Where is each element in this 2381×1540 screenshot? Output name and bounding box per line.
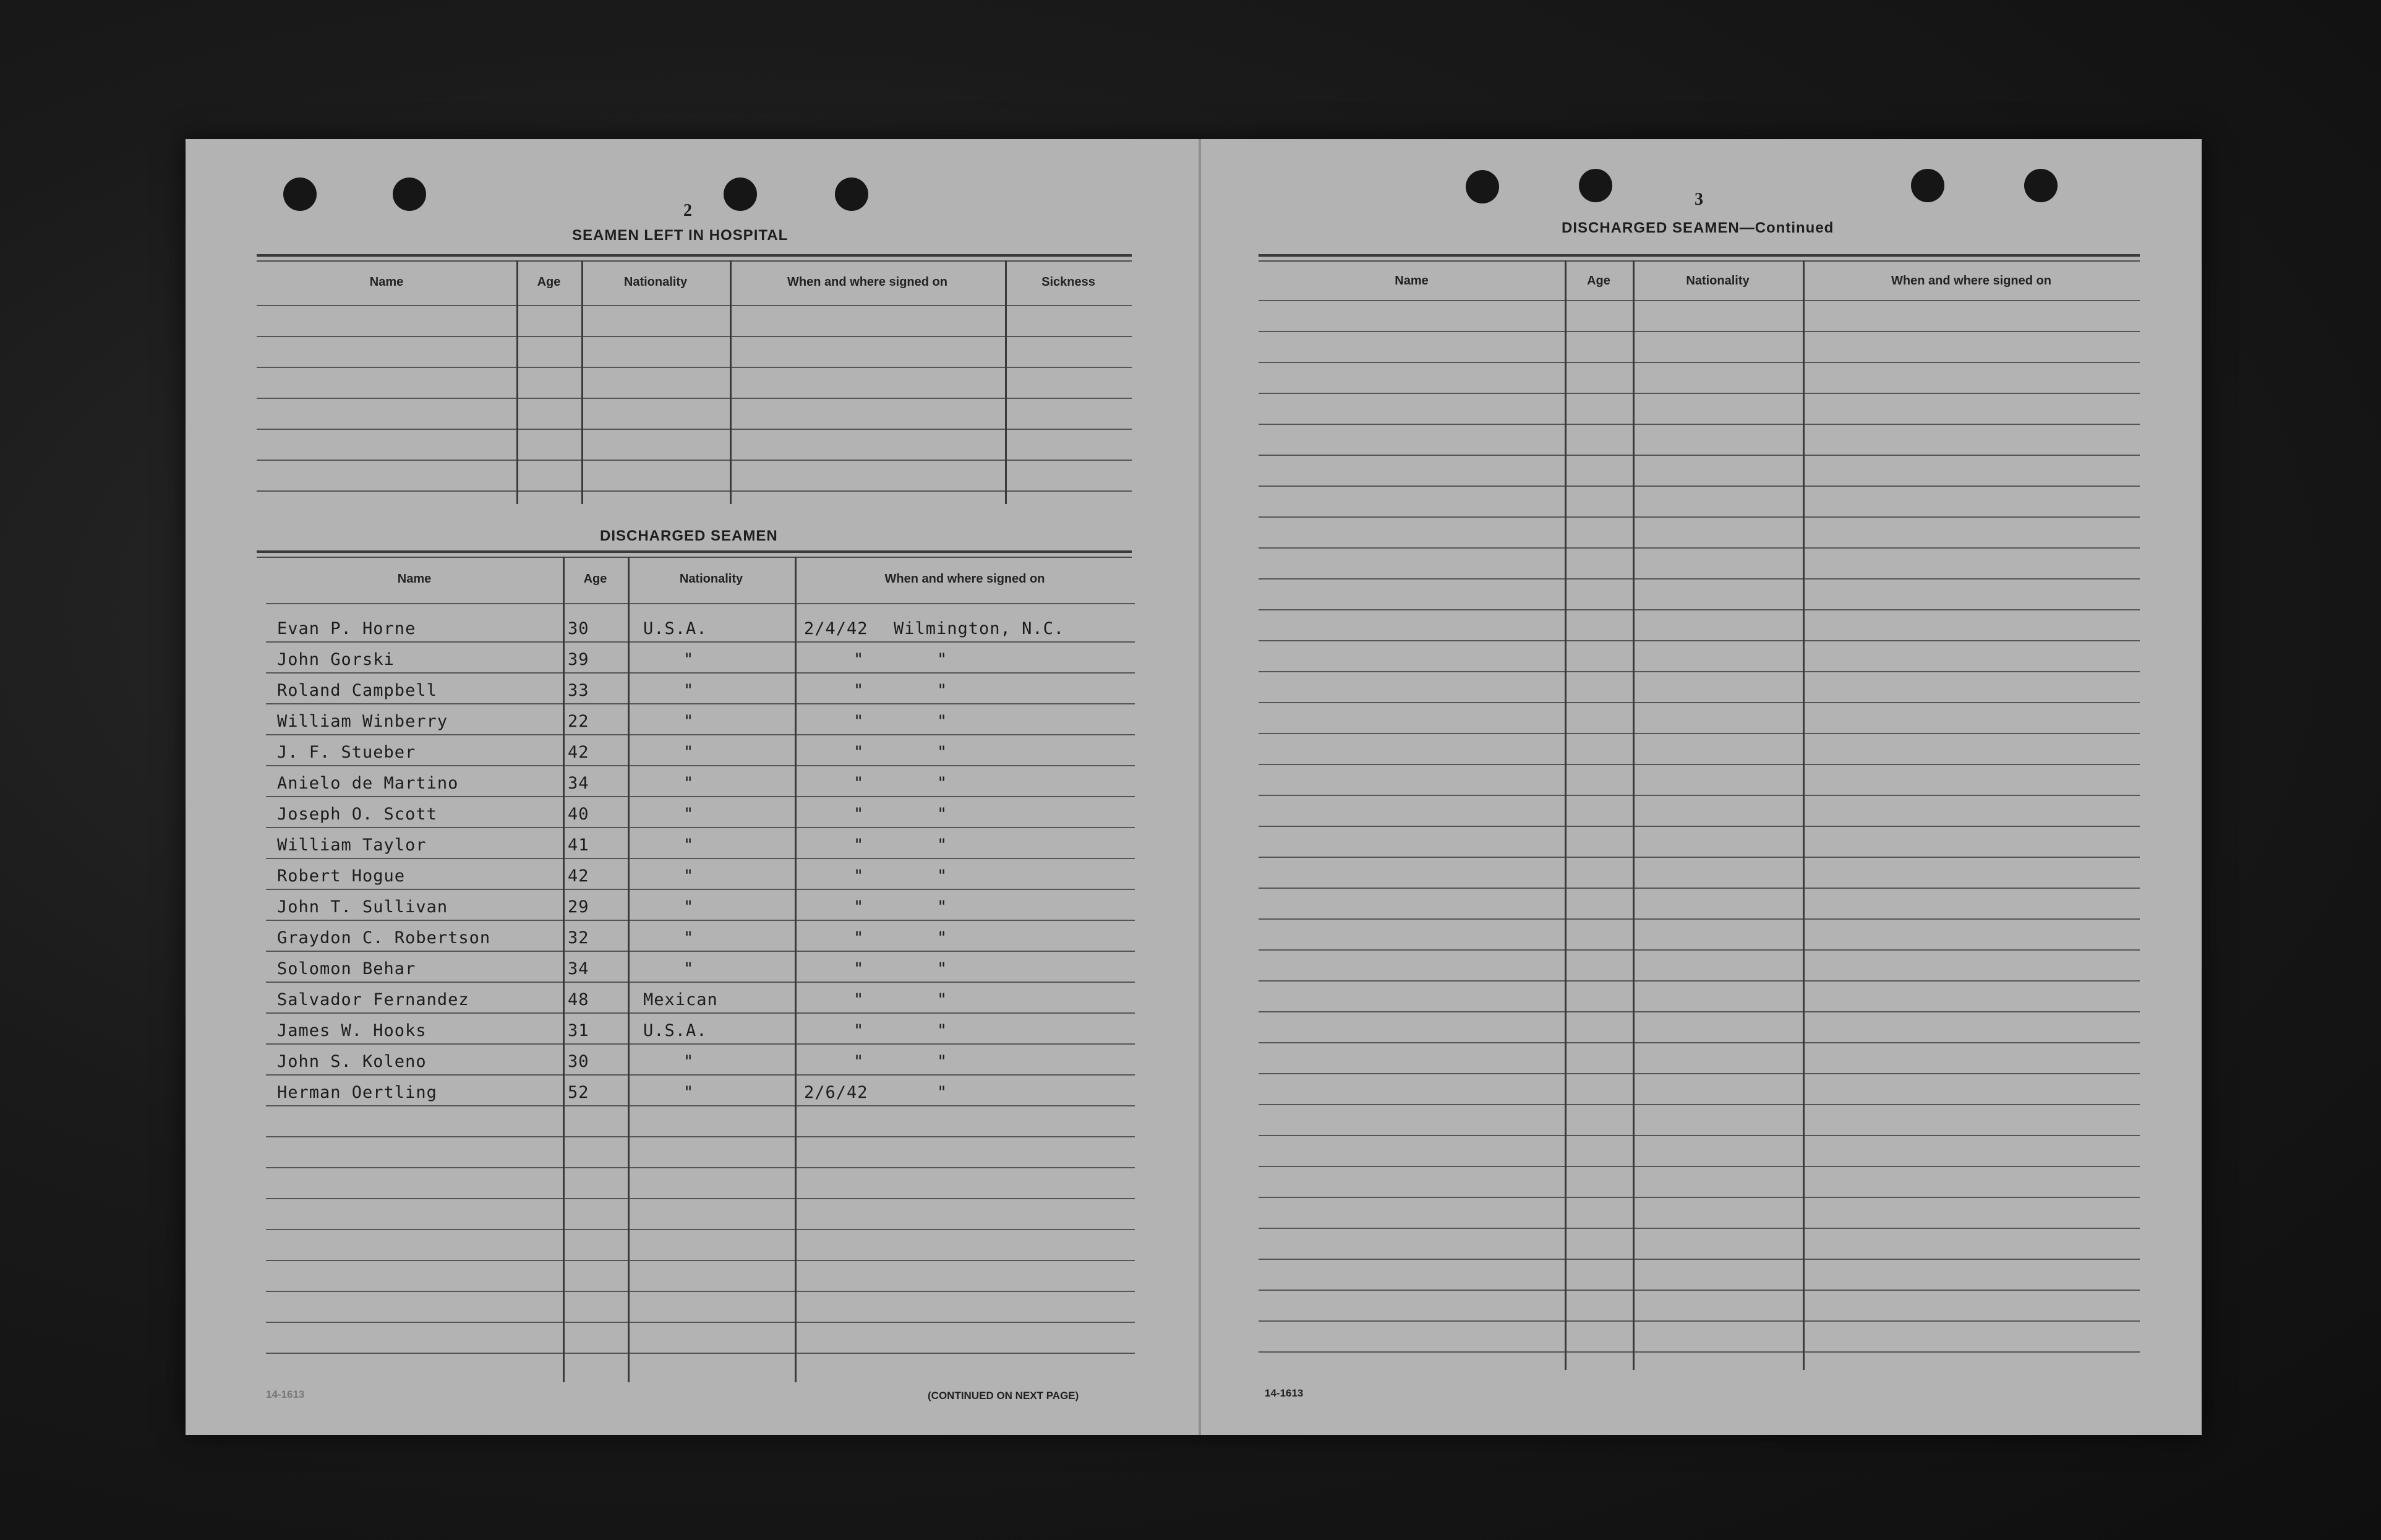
table-row: [1259, 949, 2140, 951]
seaman-name: Solomon Behar: [277, 959, 416, 978]
table-row: [266, 1074, 1135, 1076]
column-header: When and where signed on: [787, 275, 947, 289]
divider: [257, 254, 1132, 257]
table-row: [1259, 516, 2140, 518]
seaman-nationality: ": [683, 1052, 695, 1071]
seaman-name: Evan P. Horne: [277, 619, 416, 638]
seaman-nationality: ": [683, 805, 695, 824]
seaman-age: 30: [568, 619, 589, 638]
signed-on-place: ": [937, 681, 948, 700]
table-row: [266, 1167, 1135, 1168]
seaman-nationality: Mexican: [643, 990, 718, 1009]
table-row: [1259, 795, 2140, 796]
seaman-nationality: ": [683, 650, 695, 669]
table-row: [1259, 1197, 2140, 1198]
seaman-name: J. F. Stueber: [277, 743, 416, 762]
signed-on-place: ": [937, 866, 948, 886]
seaman-name: William Taylor: [277, 836, 427, 855]
column-header: Nationality: [1686, 274, 1750, 288]
seaman-age: 41: [568, 836, 589, 855]
table-row: [1259, 578, 2140, 580]
divider: [257, 557, 1132, 558]
signed-on-date: ": [853, 774, 865, 793]
signed-on-date: ": [853, 866, 865, 886]
table-row: [266, 1291, 1135, 1292]
form-number: 14-1613: [266, 1388, 305, 1400]
table-row: [1259, 609, 2140, 610]
seaman-nationality: U.S.A.: [643, 619, 707, 638]
signed-on-place: ": [937, 1021, 948, 1040]
punch-hole: [1911, 169, 1944, 202]
signed-on-place: ": [937, 712, 948, 731]
table-row: [266, 1260, 1135, 1261]
table-row: [1259, 733, 2140, 734]
seaman-name: Anielo de Martino: [277, 774, 459, 793]
table-row: [1259, 1290, 2140, 1291]
table-row: [266, 1105, 1135, 1106]
seaman-nationality: ": [683, 959, 695, 978]
table-row: [1259, 888, 2140, 889]
column-divider: [1803, 260, 1805, 1370]
punch-hole: [2024, 169, 2058, 202]
seaman-age: 31: [568, 1021, 589, 1040]
seaman-age: 34: [568, 959, 589, 978]
table-row: [266, 1043, 1135, 1045]
table-row: [1259, 980, 2140, 982]
hospital-section-title: SEAMEN LEFT IN HOSPITAL: [572, 227, 789, 244]
column-divider: [563, 557, 565, 1382]
signed-on-date: ": [853, 897, 865, 917]
column-divider: [795, 557, 797, 1382]
table-row: [1259, 1259, 2140, 1260]
table-row: [266, 920, 1135, 921]
seaman-age: 52: [568, 1083, 589, 1102]
header-rule: [1259, 300, 2140, 301]
signed-on-place: ": [937, 836, 948, 855]
table-row: [266, 796, 1135, 797]
column-header: Name: [397, 572, 432, 586]
table-row: [1259, 764, 2140, 765]
seaman-name: Robert Hogue: [277, 866, 406, 886]
table-row: [266, 1012, 1135, 1014]
table-row: [1259, 671, 2140, 672]
divider: [1259, 254, 2140, 257]
table-row: [257, 460, 1132, 461]
column-header: When and where signed on: [884, 572, 1045, 586]
column-header: When and where signed on: [1891, 274, 2051, 288]
divider: [1259, 260, 2140, 262]
column-header: Name: [1395, 274, 1429, 288]
table-row: [1259, 1166, 2140, 1167]
seaman-age: 29: [568, 897, 589, 917]
form-number: 14-1613: [1265, 1387, 1304, 1399]
seaman-nationality: ": [683, 743, 695, 762]
seaman-name: Salvador Fernandez: [277, 990, 469, 1009]
table-row: [266, 827, 1135, 828]
column-divider: [516, 260, 518, 504]
table-row: [257, 398, 1132, 399]
page-number: 2: [683, 201, 692, 220]
table-row: [266, 982, 1135, 983]
signed-on-place: ": [937, 774, 948, 793]
continued-note: (CONTINUED ON NEXT PAGE): [928, 1390, 1079, 1401]
seaman-name: Graydon C. Robertson: [277, 928, 491, 948]
seaman-age: 32: [568, 928, 589, 948]
signed-on-place: ": [937, 959, 948, 978]
table-row: [266, 1198, 1135, 1199]
center-fold: [1199, 139, 1201, 1435]
table-row: [1259, 1011, 2140, 1012]
seaman-nationality: ": [683, 681, 695, 700]
seaman-age: 40: [568, 805, 589, 824]
seaman-nationality: ": [683, 774, 695, 793]
signed-on-place: ": [937, 1083, 948, 1102]
seaman-age: 30: [568, 1052, 589, 1071]
seaman-nationality: ": [683, 897, 695, 917]
table-row: [266, 889, 1135, 890]
table-row: [1259, 362, 2140, 363]
signed-on-place: ": [937, 1052, 948, 1071]
column-header: Nationality: [679, 572, 743, 586]
table-row: [1259, 455, 2140, 456]
table-row: [1259, 547, 2140, 549]
table-row: [266, 1229, 1135, 1230]
seaman-age: 22: [568, 712, 589, 731]
seaman-age: 39: [568, 650, 589, 669]
table-row: [1259, 1228, 2140, 1229]
table-row: [1259, 331, 2140, 332]
seaman-age: 42: [568, 866, 589, 886]
table-row: [1259, 393, 2140, 394]
table-row: [266, 734, 1135, 735]
table-row: [257, 490, 1132, 492]
seaman-name: John Gorski: [277, 650, 395, 669]
punch-hole: [724, 178, 757, 211]
table-row: [1259, 1320, 2140, 1322]
seaman-nationality: ": [683, 928, 695, 948]
punch-hole: [283, 178, 317, 211]
seaman-age: 42: [568, 743, 589, 762]
signed-on-date: ": [853, 743, 865, 762]
column-divider: [730, 260, 732, 504]
seaman-name: Herman Oertling: [277, 1083, 437, 1102]
table-row: [1259, 640, 2140, 641]
seaman-name: Roland Campbell: [277, 681, 437, 700]
seaman-nationality: U.S.A.: [643, 1021, 707, 1040]
page-number: 3: [1695, 190, 1703, 209]
table-row: [266, 672, 1135, 674]
seaman-name: Joseph O. Scott: [277, 805, 437, 824]
signed-on-place: ": [937, 928, 948, 948]
discharged-section-title: DISCHARGED SEAMEN: [600, 528, 778, 544]
seaman-nationality: ": [683, 836, 695, 855]
seaman-name: William Winberry: [277, 712, 448, 731]
signed-on-date: ": [853, 1021, 865, 1040]
signed-on-date: ": [853, 1052, 865, 1071]
signed-on-date: 2/6/42: [804, 1083, 868, 1102]
table-row: [1259, 918, 2140, 920]
column-header: Age: [583, 572, 607, 586]
seaman-age: 33: [568, 681, 589, 700]
signed-on-date: ": [853, 681, 865, 700]
table-row: [1259, 1104, 2140, 1105]
signed-on-place: ": [937, 743, 948, 762]
signed-on-date: ": [853, 805, 865, 824]
column-divider: [1565, 260, 1567, 1370]
table-row: [1259, 1135, 2140, 1136]
table-row: [1259, 1042, 2140, 1043]
signed-on-date: ": [853, 990, 865, 1009]
table-row: [1259, 486, 2140, 487]
column-divider: [628, 557, 630, 1382]
table-row: [1259, 1351, 2140, 1353]
signed-on-date: ": [853, 650, 865, 669]
column-divider: [581, 260, 583, 504]
table-row: [266, 1353, 1135, 1354]
seaman-name: John T. Sullivan: [277, 897, 448, 917]
table-row: [257, 336, 1132, 337]
column-header: Sickness: [1041, 275, 1095, 289]
signed-on-place: ": [937, 897, 948, 917]
column-divider: [1005, 260, 1007, 504]
punch-hole: [393, 178, 426, 211]
table-row: [1259, 857, 2140, 858]
table-row: [257, 429, 1132, 430]
seaman-name: John S. Koleno: [277, 1052, 427, 1071]
signed-on-date: ": [853, 959, 865, 978]
signed-on-date: ": [853, 928, 865, 948]
table-row: [266, 641, 1135, 643]
column-header: Age: [1587, 274, 1610, 288]
column-header: Age: [537, 275, 561, 289]
column-header: Nationality: [623, 275, 688, 289]
punch-hole: [835, 178, 868, 211]
seaman-nationality: ": [683, 1083, 695, 1102]
seaman-nationality: ": [683, 866, 695, 886]
header-rule: [266, 603, 1135, 604]
column-header: Name: [369, 275, 404, 289]
table-row: [257, 367, 1132, 368]
signed-on-place: ": [937, 805, 948, 824]
header-rule: [257, 305, 1132, 306]
table-row: [1259, 1073, 2140, 1074]
ledger-sheet: [186, 139, 2202, 1435]
seaman-nationality: ": [683, 712, 695, 731]
seaman-age: 48: [568, 990, 589, 1009]
table-row: [1259, 826, 2140, 827]
continued-section-title: DISCHARGED SEAMEN—Continued: [1562, 220, 1834, 236]
signed-on-place: ": [937, 990, 948, 1009]
table-row: [1259, 702, 2140, 703]
punch-hole: [1466, 170, 1499, 203]
table-row: [266, 1322, 1135, 1323]
signed-on-date: ": [853, 836, 865, 855]
signed-on-place: ": [937, 650, 948, 669]
table-row: [266, 1136, 1135, 1137]
table-row: [266, 703, 1135, 704]
divider: [257, 550, 1132, 553]
table-row: [266, 951, 1135, 952]
signed-on-place: Wilmington, N.C.: [894, 619, 1065, 638]
table-row: [1259, 424, 2140, 425]
column-divider: [1633, 260, 1635, 1370]
signed-on-date: ": [853, 712, 865, 731]
table-row: [266, 858, 1135, 859]
punch-hole: [1579, 169, 1612, 202]
seaman-name: James W. Hooks: [277, 1021, 427, 1040]
divider: [257, 260, 1132, 262]
signed-on-date: 2/4/42: [804, 619, 868, 638]
seaman-age: 34: [568, 774, 589, 793]
table-row: [266, 765, 1135, 766]
